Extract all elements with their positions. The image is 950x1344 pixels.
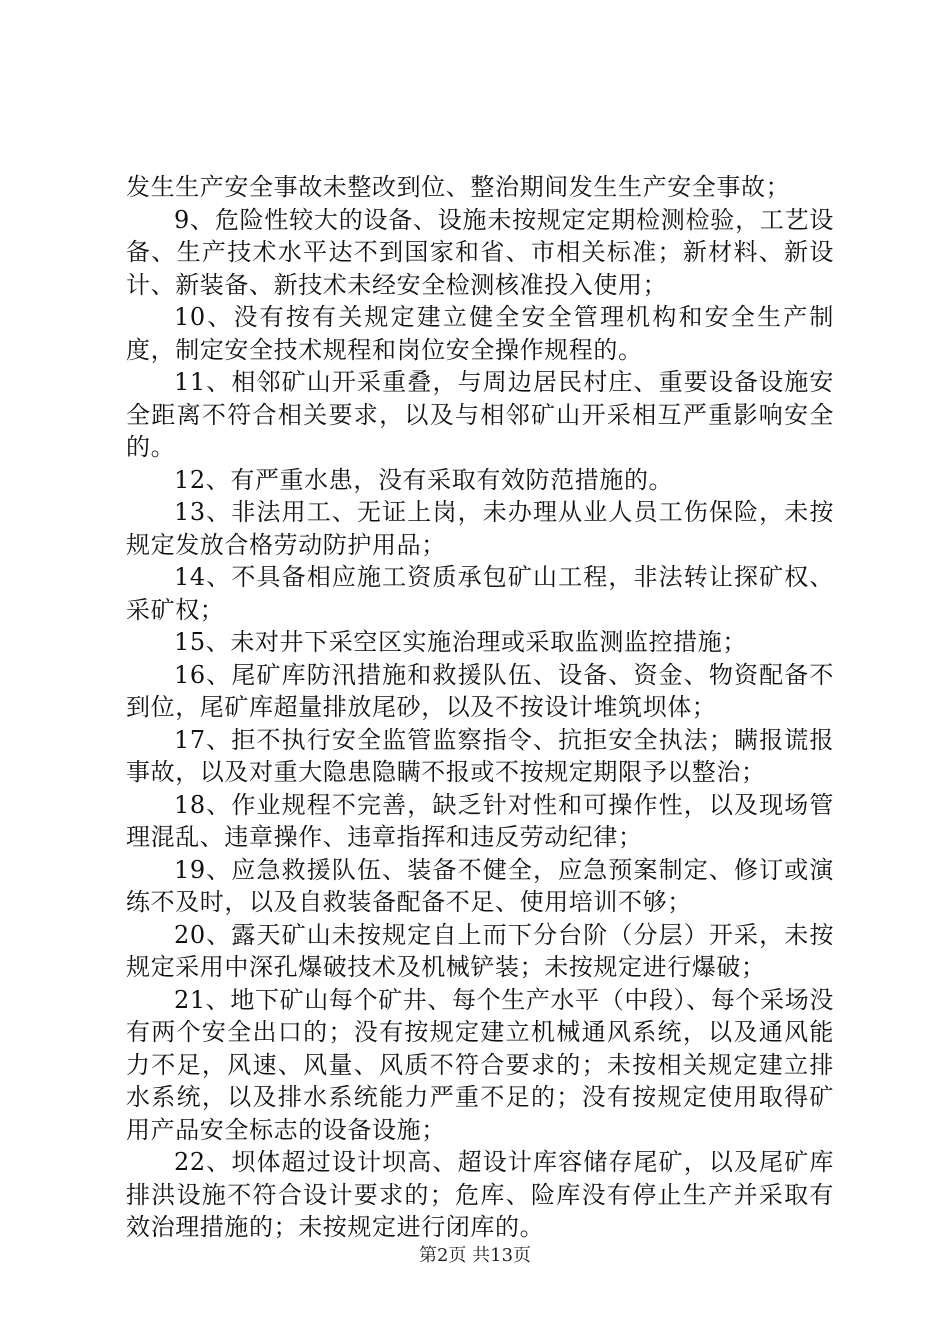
paragraph-10: 17、拒不执行安全监管监察指令、抗拒安全执法；瞒报谎报事故，以及对重大隐患隐瞒不报或不按规定期限予以整治； — [126, 725, 834, 786]
paragraph-3: 10、没有按有关规定建立健全安全管理机构和安全生产制度，制定安全技术规程和岗位安全操作规程的。 — [126, 303, 834, 364]
document-body — [126, 171, 834, 1244]
paragraph-7: 14、不具备相应施工资质承包矿山工程，非法转让探矿权、采矿权； — [126, 563, 834, 624]
paragraph-2: 9、危险性较大的设备、设施未按规定定期检测检验，工艺设备、生产技术水平达不到国家和省、市相关标准；新材料、新设计、新装备、新技术未经安全检测核准投入使用； — [126, 205, 834, 299]
paragraph-13: 20、露天矿山未按规定自上而下分台阶（分层）开采，未按规定采用中深孔爆破技术及机械铲装；未按规定进行爆破； — [126, 920, 834, 981]
paragraph-1: 发生生产安全事故未整改到位、整治期间发生生产安全事故； — [126, 173, 791, 201]
paragraph-6: 13、非法用工、无证上岗，未办理从业人员工伤保险，未按规定发放合格劳动防护用品； — [126, 498, 834, 559]
paragraph-5: 12、有严重水患，没有采取有效防范措施的。 — [174, 465, 674, 494]
page-footer: 第2页 共13页 — [418, 1245, 532, 1266]
paragraph-14: 21、地下矿山每个矿井、每个生产水平（中段）、每个采场没有两个安全出口的；没有按规定建立机械通风系统，以及通风能力不足，风速、风量、风质不符合要求的；未按相关规定建立排水系统，以及排水系统能力严重不足的；没有按规定使用取得矿用产品安全标志的设备设施； — [126, 985, 834, 1144]
paragraph-12: 19、应急救援队伍、装备不健全，应急预案制定、修订或演练不及时，以及自救装备配备不足、使用培训不够； — [126, 855, 834, 916]
paragraph-8: 15、未对井下采空区实施治理或采取监测监控措施； — [174, 628, 747, 656]
paragraph-15: 22、坝体超过设计坝高、超设计库容储存尾矿，以及尾矿库排洪设施不符合设计要求的；危库、险库没有停止生产并采取有效治理措施的；未按规定进行闭库的。 — [126, 1148, 834, 1241]
paragraph-9: 16、尾矿库防汛措施和救援队伍、设备、资金、物资配备不到位，尾矿库超量排放尾砂，以及不按设计堆筑坝体； — [126, 660, 834, 721]
paragraph-11: 18、作业规程不完善，缺乏针对性和可操作性，以及现场管理混乱、违章操作、违章指挥和违反劳动纪律； — [126, 790, 834, 851]
paragraph-4: 11、相邻矿山开采重叠，与周边居民村庄、重要设备设施安全距离不符合相关要求，以及与相邻矿山开采相互严重影响安全的。 — [126, 368, 834, 461]
